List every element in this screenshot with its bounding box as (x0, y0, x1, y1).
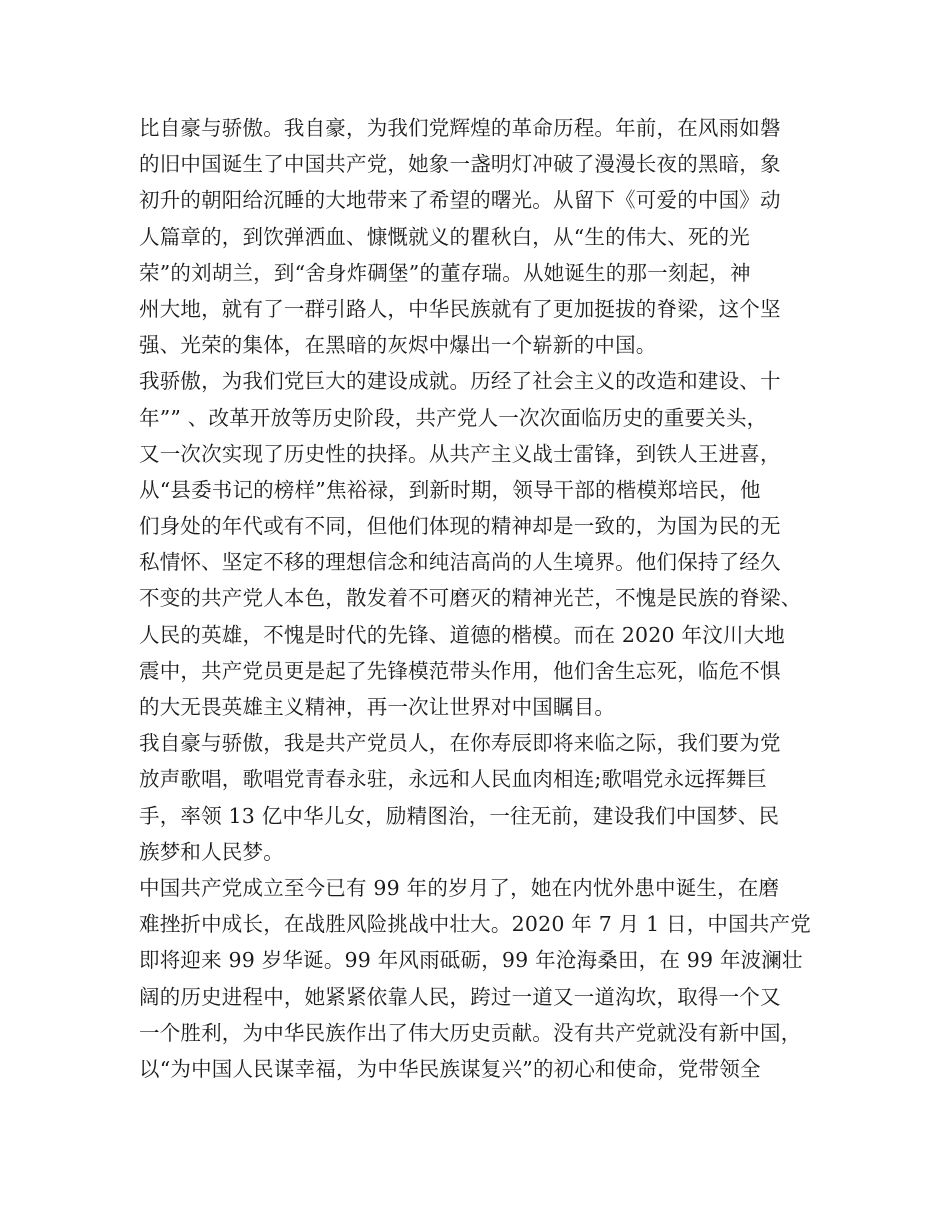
document-body-text (139, 110, 829, 1087)
text-line: 州大地，就有了一群引路人，中华民族就有了更加挺拔的脊梁，这个坚 (139, 296, 781, 321)
text-line: 震中，共产党员更是起了先锋模范带头作用，他们舍生忘死，临危不惧 (139, 658, 781, 683)
text-line: 又一次次实现了历史性的抉择。从共产主义战士雷锋，到铁人王进喜， (139, 441, 781, 466)
text-line: 人民的英雄，不愧是时代的先锋、道德的楷模。而在 2020 年汶川大地 (139, 622, 786, 647)
text-line: 的大无畏英雄主义精神，再一次让世界对中国瞩目。 (139, 695, 616, 719)
text-line: 我自豪与骄傲，我是共产党员人，在你寿辰即将来临之际，我们要为党 (139, 731, 781, 756)
text-line: 私情怀、坚定不移的理想信念和纯洁高尚的人生境界。他们保持了经久 (139, 550, 781, 575)
text-line: 强、光荣的集体，在黑暗的灰烬中爆出一个崭新的中国。 (139, 333, 657, 358)
text-line: 人篇章的，到饮弹洒血、慷慨就义的瞿秋白，从“生的伟大、死的光 (139, 224, 750, 249)
text-line: 手，率领 13 亿中华儿女，励精图治，一往无前，建设我们中国梦、民 (139, 803, 780, 828)
text-line: 不变的共产党人本色，散发着不可磨灭的精神光芒，不愧是民族的脊梁、 (139, 586, 802, 611)
text-line: 中国共产党成立至今已有 99 年的岁月了，她在内忧外患中诞生，在磨 (139, 875, 780, 900)
text-line: 族梦和人民梦。 (139, 839, 284, 864)
text-line: 放声歌唱，歌唱党青春永驻，永远和人民血肉相连;歌唱党永远挥舞巨 (139, 767, 768, 792)
text-line: 年”” 、改革开放等历史阶段，共产党人一次次面临历史的重要关头， (139, 405, 768, 430)
text-line: 从“县委书记的榜样”焦裕禄，到新时期，领导干部的楷模郑培民，他 (139, 477, 761, 502)
text-line: 的旧中国诞生了中国共产党，她象一盏明灯冲破了漫漫长夜的黑暗，象 (139, 152, 781, 177)
text-line: 们身处的年代或有不同，但他们体现的精神却是一致的，为国为民的无 (139, 514, 781, 539)
text-line: 初升的朝阳给沉睡的大地带来了希望的曙光。从留下《可爱的中国》动 (139, 188, 781, 213)
text-line: 阔的历史进程中，她紧紧依靠人民，跨过一道又一道沟坎，取得一个又 (139, 984, 781, 1009)
text-line: 一个胜利，为中华民族作出了伟大历史贡献。没有共产党就没有新中国， (139, 1020, 802, 1045)
text-line: 荣”的刘胡兰，到“舍身炸碉堡”的董存瑞。从她诞生的那一刻起，神 (139, 260, 751, 285)
text-line: 难挫折中成长，在战胜风险挑战中壮大。2020 年 7 月 1 日，中国共产党 (139, 912, 811, 937)
text-line: 我骄傲，为我们党巨大的建设成就。历经了社会主义的改造和建设、十 (139, 369, 781, 394)
text-line: 即将迎来 99 岁华诞。99 年风雨砥砺，99 年沧海桑田，在 99 年波澜壮 (139, 948, 803, 973)
text-line: 比自豪与骄傲。我自豪，为我们党辉煌的革命历程。年前，在风雨如磐 (139, 116, 781, 140)
text-line: 以“为中国人民谋幸福，为中华民族谋复兴”的初心和使命，党带领全 (139, 1056, 761, 1081)
